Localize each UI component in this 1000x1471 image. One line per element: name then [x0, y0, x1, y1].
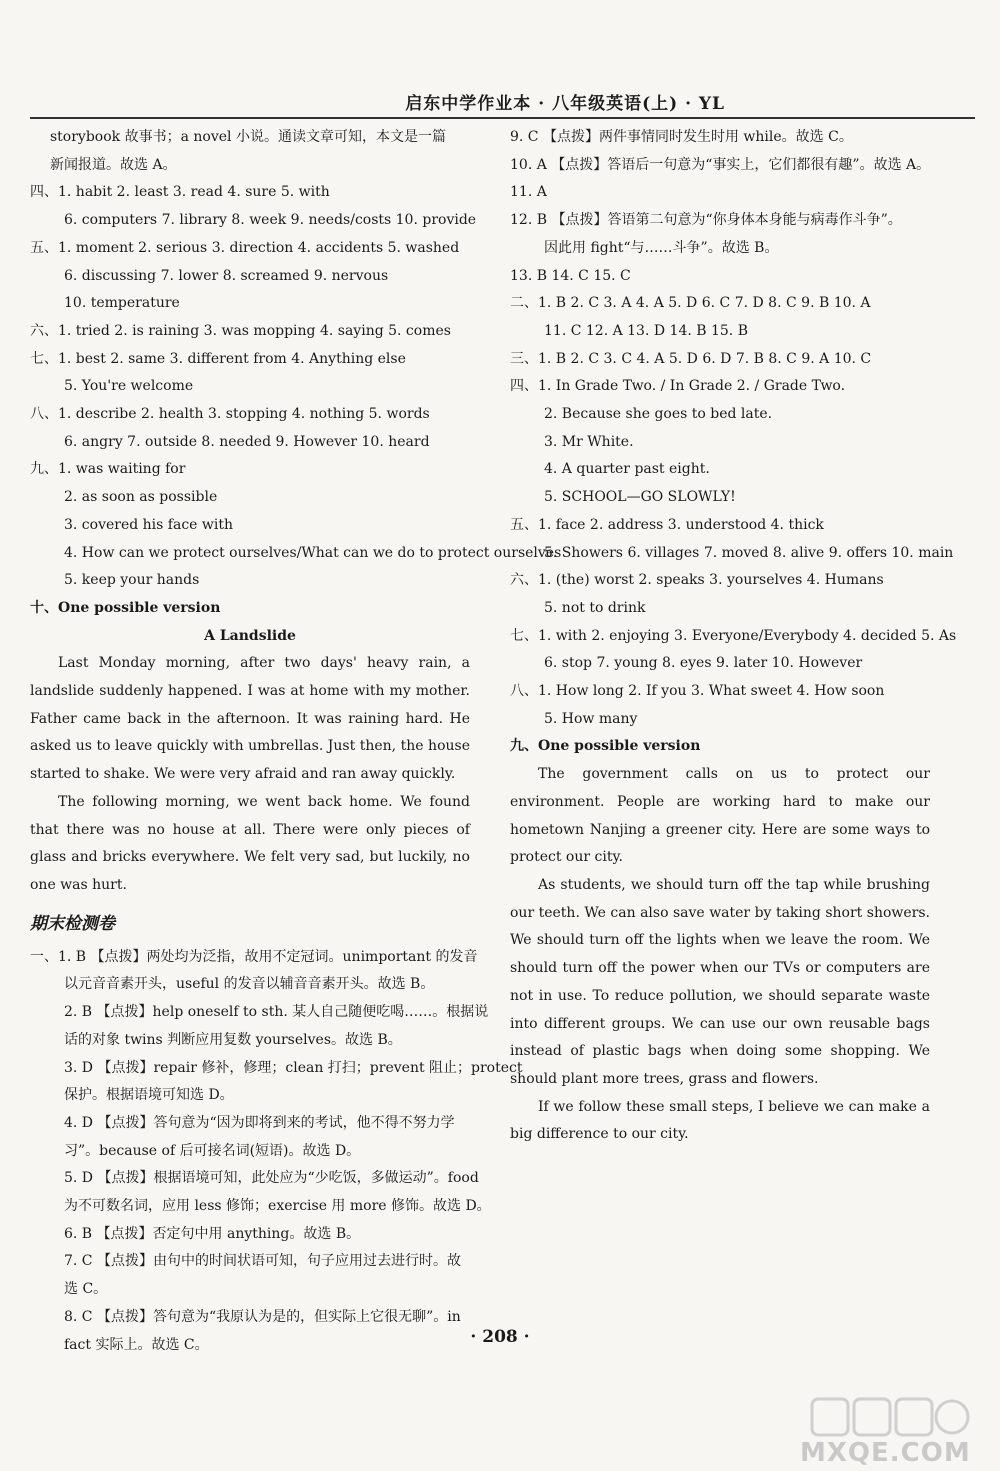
answer-line: 因此用 fight“与……斗争”。故选 B。 — [544, 239, 779, 256]
answer-line: 3. D 【点拨】repair 修补，修理；clean 打扫；prevent 阻止；protect — [64, 1059, 523, 1076]
answer-line: 11. C 12. A 13. D 14. B 15. B — [544, 322, 748, 339]
answer-line: 保护。根据语境可知选 D。 — [64, 1087, 234, 1104]
answer-line: fact 实际上。故选 C。 — [64, 1336, 209, 1353]
essay-body — [510, 761, 930, 1149]
intro-line: storybook 故事书；a novel 小说。通读文章可知，本文是一篇 — [50, 129, 446, 145]
answer-line: 10. temperature — [64, 295, 180, 312]
answer-line: 4. D 【点拨】答句意为“因为即将到来的考试，他不得不努力学 — [64, 1114, 455, 1131]
answer-line: 6. discussing 7. lower 8. screamed 9. nervous — [64, 267, 389, 284]
essay-body — [30, 650, 470, 899]
answer-line: 七、1. best 2. same 3. different from 4. Anything else — [30, 350, 406, 367]
essay-paragraph: As students, we should turn off the tap while brushing our teeth. We can also save water by taking short showers. We should turn off the lights when we leave the room. We should turn off the power when our TVs or computers are not in use. To reduce pollution, we should separate waste into different groups. We can use our own reusable bags instead of plastic bags when doing some shopping. We should plant more trees, grass and flowers. — [510, 876, 930, 1087]
answer-line: 5. You're welcome — [64, 378, 194, 395]
answer-line: 为不可数名词，应用 less 修饰；exercise 用 more 修饰。故选 D。 — [64, 1198, 491, 1215]
answer-line: 一、1. B 【点拨】两处均为泛指，故用不定冠词。unimportant 的发音 — [30, 948, 478, 965]
answer-line: 4. How can we protect ourselves/What can we do to protect ourselves — [64, 544, 562, 561]
answer-line: 选 C。 — [64, 1281, 108, 1298]
answer-line: 三、1. B 2. C 3. C 4. A 5. D 6. D 7. B 8. C 9. A 10. C — [510, 350, 872, 367]
answer-line: 9. C 【点拨】两件事情同时发生时用 while。故选 C。 — [510, 129, 853, 145]
section-heading: 期末检测卷 — [30, 913, 115, 934]
essay-paragraph: The following morning, we went back home. We found that there was no house at all. There were only pieces of glass and bricks everywhere. We felt very sad, but luckily, no one was hurt. — [30, 793, 470, 893]
answer-line: 话的对象 twins 判断应用复数 yourselves。故选 B。 — [64, 1031, 402, 1048]
answer-line: 习”。because of 后可接名词(短语)。故选 D。 — [64, 1142, 361, 1159]
answer-line: 八、1. How long 2. If you 3. What sweet 4. How soon — [510, 683, 885, 700]
answer-line: 4. A quarter past eight. — [544, 461, 710, 478]
left-intro — [30, 124, 470, 179]
answer-line: 七、1. with 2. enjoying 3. Everyone/Everybody 4. decided 5. As — [510, 627, 957, 644]
page-number: · 208 · — [470, 1327, 530, 1347]
right-answer-list — [510, 124, 957, 733]
answer-line: 九、1. was waiting for — [30, 461, 186, 478]
answer-line: 六、1. (the) worst 2. speaks 3. yourselves 4. Humans — [510, 572, 884, 589]
answer-line: 5. How many — [544, 710, 638, 727]
answer-line: 五、1. moment 2. serious 3. direction 4. accidents 5. washed — [30, 239, 460, 256]
answer-line: 5. D 【点拨】根据语境可知，此处应为“少吃饭，多做运动”。food — [64, 1170, 479, 1187]
right-column — [510, 124, 957, 1149]
answer-line: 6. B 【点拨】否定句中用 anything。故选 B。 — [64, 1225, 361, 1242]
answer-line: 6. angry 7. outside 8. needed 9. However 10. heard — [64, 433, 430, 450]
answer-line: 10. A 【点拨】答语后一句意为“事实上，它们都很有趣”。故选 A。 — [510, 156, 931, 173]
answer-line: 12. B 【点拨】答语第二句意为“你身体本身能与病毒作斗争”。 — [510, 212, 902, 229]
watermark-logo-icon — [810, 1395, 970, 1439]
essay-label: 十、One possible version — [30, 599, 221, 616]
answer-line: 5. Showers 6. villages 7. moved 8. alive 9. offers 10. main — [544, 544, 954, 561]
answer-line: 以元音音素开头，useful 的发音以辅音音素开头。故选 B。 — [64, 976, 435, 993]
answer-line: 四、1. In Grade Two. / In Grade 2. / Grade Two. — [510, 378, 846, 395]
answer-line: 2. as soon as possible — [64, 489, 218, 506]
answer-line: 13. B 14. C 15. C — [510, 267, 631, 284]
answer-line: 7. C 【点拨】由句中的时间状语可知，句子应用过去进行时。故 — [64, 1253, 461, 1270]
answer-line: 5. not to drink — [544, 599, 646, 616]
watermark-text: MXQE.COM — [800, 1438, 971, 1468]
page-header — [30, 85, 975, 119]
answer-line: 2. Because she goes to bed late. — [544, 406, 773, 423]
answer-line: 四、1. habit 2. least 3. read 4. sure 5. with — [30, 184, 330, 201]
answer-line: 2. B 【点拨】help oneself to sth. 某人自己随便吃喝……。根据说 — [64, 1004, 489, 1021]
essay-paragraph: If we follow these small steps, I believe we can make a big difference to our city. — [510, 1098, 930, 1143]
essay-paragraph: The government calls on us to protect our environment. People are working hard to make our hometown Nanjing a greener city. Here are some ways to protect our city. — [510, 766, 930, 866]
essay-label: 九、One possible version — [510, 738, 701, 755]
answer-line: 8. C 【点拨】答句意为“我原认为是的，但实际上它很无聊”。in — [64, 1308, 461, 1325]
answer-line: 二、1. B 2. C 3. A 4. A 5. D 6. C 7. D 8. C 9. B 10. A — [510, 295, 871, 312]
essay-paragraph: Last Monday morning, after two days' heavy rain, a landslide suddenly happened. I was at home with my mother. Father came back in the afternoon. It was raining hard. He asked us to leave quickly with umbrellas. Just then, the house started to shake. We were very afraid and ran away quickly. — [30, 655, 470, 783]
intro-line: 新闻报道。故选 A。 — [50, 156, 177, 173]
answer-line: 6. stop 7. young 8. eyes 9. later 10. However — [544, 655, 863, 672]
answer-line: 八、1. describe 2. health 3. stopping 4. nothing 5. words — [30, 406, 430, 423]
answer-line: 3. covered his face with — [64, 516, 233, 533]
answer-line: 5. SCHOOL—GO SLOWLY! — [544, 489, 736, 506]
answer-line: 11. A — [510, 184, 547, 201]
answer-line: 六、1. tried 2. is raining 3. was mopping 4. saying 5. comes — [30, 322, 451, 339]
answer-line: 3. Mr White. — [544, 433, 634, 450]
header-title: 启东中学作业本 · 八年级英语(上) · YL — [405, 94, 725, 114]
essay-title: A Landslide — [204, 627, 296, 644]
answer-line: 6. computers 7. library 8. week 9. needs/costs 10. provide — [64, 212, 477, 229]
answer-line: 五、1. face 2. address 3. understood 4. thick — [510, 516, 824, 533]
answer-line: 5. keep your hands — [64, 572, 200, 589]
